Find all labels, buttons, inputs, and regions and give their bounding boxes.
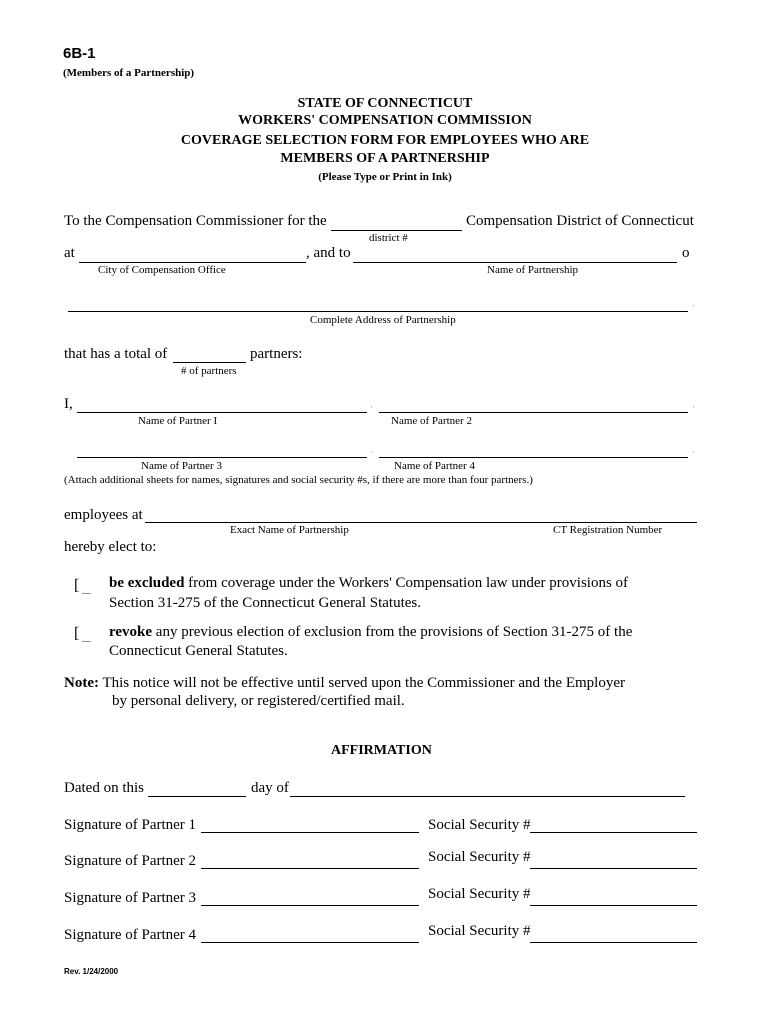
field-mark: ' [693,305,695,311]
i-label: I, [64,396,73,412]
city-caption: City of Compensation Office [98,264,226,276]
header-instruction: (Please Type or Print in Ink) [318,171,452,183]
ssn-label-3: Social Security # [428,886,531,902]
trail-o-text: o [682,245,690,261]
ssn-partner3-field[interactable] [532,889,695,903]
checkbox-bracket: [ [74,625,80,642]
header-form-title: COVERAGE SELECTION FORM FOR EMPLOYEES WHO ARE [180,133,590,148]
header-state: STATE OF CONNECTICUT [297,96,473,111]
at-text: at [64,245,75,261]
note-line1: This notice will not be effective until served upon the Commissioner and the Employer [98,675,625,691]
dated-text: Dated on this [64,780,144,796]
field-mark: ' [693,406,695,412]
ssn-partner4-field[interactable] [532,926,695,940]
header-form-title-2: MEMBERS OF A PARTNERSHIP [280,151,490,166]
revoke-option-line2: Connecticut General Statutes. [109,643,288,659]
attach-note: (Attach additional sheets for names, signatures and social security #s, if there are more than four partners.) [64,474,533,486]
partner1-name-field[interactable] [79,396,365,410]
employees-prefix-text: employees at [64,507,143,523]
signature-partner2-label: Signature of Partner 2 [64,853,197,869]
ssn-label-2: Social Security # [428,849,531,865]
signature-partner4-label: Signature of Partner 4 [64,927,197,943]
district-suffix-text: Compensation District of Connecticut [466,213,694,229]
exact-name-caption: Exact Name of Partnership [230,524,349,536]
ssn-partner1-field[interactable] [532,816,695,830]
excluded-checkbox[interactable] [74,577,79,595]
form-subtitle: (Members of a Partnership) [63,67,195,79]
signature-partner2-field[interactable] [203,852,417,866]
ssn-label-1: Social Security # [428,817,531,833]
partnership-caption: Name of Partnership [487,264,579,276]
partner2-name-field[interactable] [381,396,686,410]
address-caption: Complete Address of Partnership [310,314,456,326]
total-prefix-text: that has a total of [64,346,168,362]
partner4-name-field[interactable] [381,441,686,455]
signature-partner3-label: Signature of Partner 3 [64,890,197,906]
partner3-caption: Name of Partner 3 [141,460,222,472]
signature-partner3-field[interactable] [203,889,417,903]
exact-partnership-name-field[interactable] [147,506,547,520]
field-mark: ' [371,451,373,457]
excluded-rest: from coverage under the Workers' Compensation law under provisions of [184,575,629,591]
partner3-name-field[interactable] [79,441,365,455]
revoke-rest: any previous election of exclusion from the provisions of Section 31-275 of the [152,624,633,640]
city-field[interactable] [81,246,304,260]
signature-partner1-field[interactable] [203,816,417,830]
address-field[interactable] [70,295,686,309]
total-suffix-text: partners: [250,346,303,362]
header-commission: WORKERS' COMPENSATION COMMISSION [238,113,532,128]
excluded-option-line2: Section 31-275 of the Connecticut General Statutes. [109,595,422,611]
ssn-label-4: Social Security # [428,923,531,939]
partner2-caption: Name of Partner 2 [391,415,472,427]
excluded-option-text [109,575,628,592]
note-label: Note: [64,675,99,691]
note-line2: by personal delivery, or registered/certified mail. [112,693,405,709]
district-number-field[interactable] [333,214,460,228]
partners-caption: # of partners [181,365,237,377]
revoke-checkbox[interactable] [74,625,79,643]
signature-partner1-label: Signature of Partner 1 [64,817,197,833]
day-of-text: day of [251,780,289,796]
revoke-option-text [109,624,632,641]
checkbox-bracket: [ [74,577,80,594]
partner1-caption: Name of Partner I [138,415,218,427]
revision-date: Rev. 1/24/2000 [64,967,119,976]
elect-text: hereby elect to: [64,539,157,555]
excluded-bold: be excluded [109,575,185,591]
and-to-text: , and to [306,245,351,261]
partnership-name-field[interactable] [355,246,675,260]
signature-partner4-field[interactable] [203,926,417,940]
field-mark: ' [371,406,373,412]
affirmation-title: AFFIRMATION [331,743,432,758]
registration-caption: CT Registration Number [553,524,663,536]
revoke-bold: revoke [109,624,153,640]
district-caption: district # [369,232,408,244]
to-commissioner-text: To the Compensation Commissioner for the [64,213,327,229]
note-text [64,675,625,692]
field-mark: ' [693,451,695,457]
form-code: 6B-1 [63,45,96,62]
partner4-caption: Name of Partner 4 [394,460,475,472]
partners-count-field[interactable] [175,346,244,360]
ct-registration-field[interactable] [550,506,695,520]
dated-day-field[interactable] [150,780,244,794]
ssn-partner2-field[interactable] [532,852,695,866]
dated-month-year-field[interactable] [292,780,683,794]
